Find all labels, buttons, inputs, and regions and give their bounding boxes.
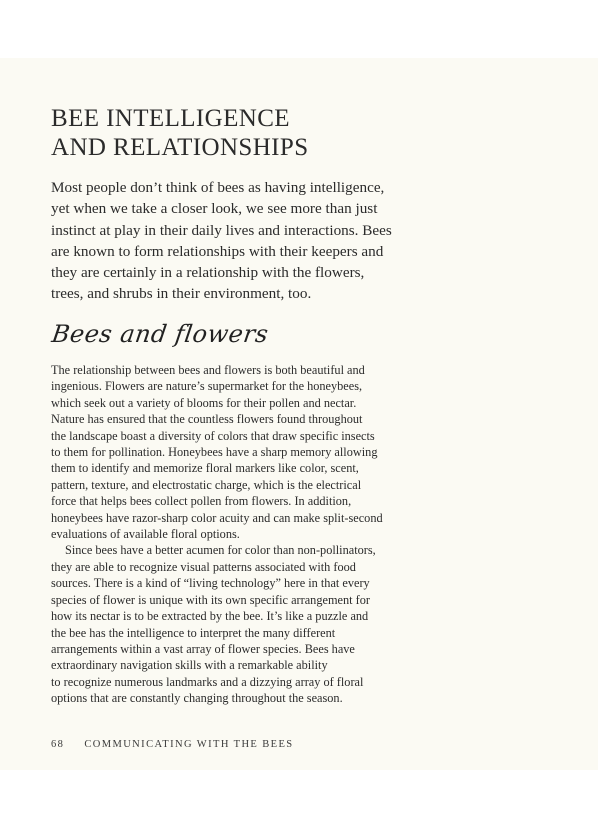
body-line: the bee has the intelligence to interpret the many different [51,625,336,640]
running-head: COMMUNICATING WITH THE BEES [84,739,294,750]
body-line: The relationship between bees and flowers is both beautiful and [51,363,365,377]
body-line: evaluations of available floral options. [51,527,240,542]
body-line: options that are constantly changing throughout the season. [51,691,343,706]
page-footer [51,739,294,750]
section-heading: Bees and flowers [50,320,271,348]
body-line: Since bees have a better acumen for color than non-pollinators, [65,543,376,558]
intro-paragraph [51,177,431,305]
body-line: them to identify and memorize floral markers like color, scent, [51,461,359,476]
page-number: 68 [51,739,65,750]
body-line: species of flower is unique with its own specific arrangement for [51,592,370,607]
book-page [0,58,598,770]
intro-line: Most people don’t think of bees as having intelligence, [51,179,385,196]
body-line: ingenious. Flowers are nature’s supermarket for the honeybees, [51,379,363,394]
body-text [51,362,431,707]
body-line: honeybees have razor-sharp color acuity and can make split-second [51,510,383,525]
intro-line: instinct at play in their daily lives and interactions. Bees [51,221,392,239]
body-line: how its nectar is to be extracted by the bee. It’s like a puzzle and [51,609,369,624]
chapter-title-line-2: AND RELATIONSHIPS [51,134,309,161]
body-line: to them for pollination. Honeybees have a sharp memory allowing [51,445,378,460]
body-line: which seek out a variety of blooms for their pollen and nectar. [51,395,357,410]
body-line: extraordinary navigation skills with a remarkable ability [51,658,328,673]
body-line: to recognize numerous landmarks and a dizzying array of floral [51,674,364,689]
chapter-title-line-1: BEE INTELLIGENCE [51,105,290,132]
body-line: force that helps bees collect pollen from flowers. In addition, [51,494,352,509]
chapter-title [51,104,309,162]
body-line: the landscape boast a diversity of colors that draw specific insects [51,428,375,443]
intro-line: they are certainly in a relationship with the flowers, [51,264,365,282]
intro-line: trees, and shrubs in their environment, too. [51,285,312,303]
paragraph-2 [51,542,431,706]
body-line: pattern, texture, and electrostatic charge, which is the electrical [51,477,362,492]
body-line: Nature has ensured that the countless flowers found throughout [51,412,363,427]
body-line: arrangements within a vast array of flower species. Bees have [51,641,355,656]
body-line: sources. There is a kind of “living technology” here in that every [51,576,370,591]
body-line: they are able to recognize visual patterns associated with food [51,559,356,574]
intro-line: yet when we take a closer look, we see more than just [51,200,378,218]
intro-line: are known to form relationships with their keepers and [51,242,384,260]
paragraph-1 [51,362,431,542]
